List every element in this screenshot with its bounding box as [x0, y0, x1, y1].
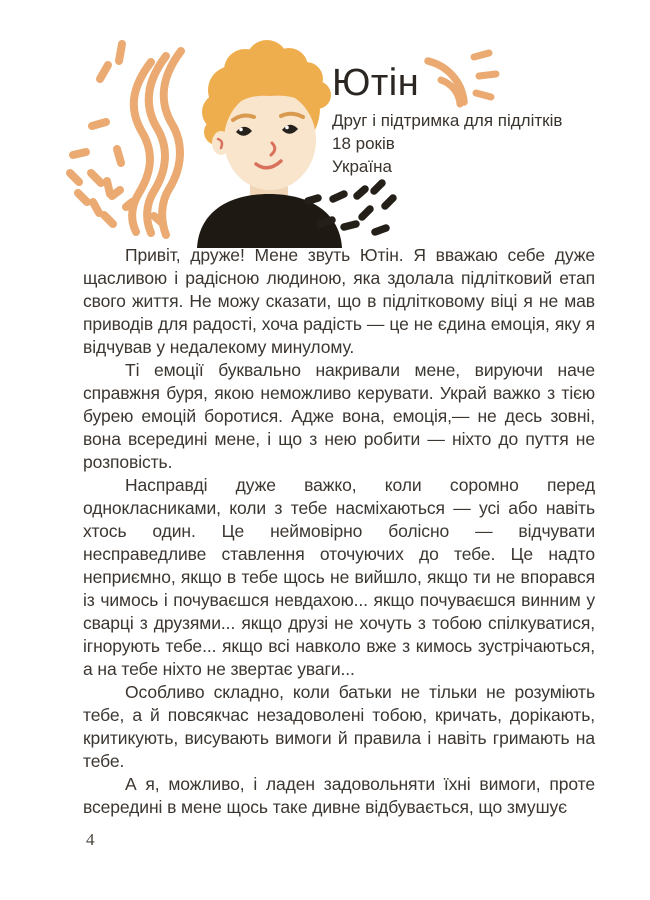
- paragraph-5: А я, можливо, і ладен задовольняти їхні вимоги, проте всередині в мене щось таке дивне відбувається, що змушує: [83, 774, 595, 817]
- paragraph-3: Насправді дуже важко, коли соромно перед однокласниками, коли з тебе насміхаються — усі або навіть хтось один. Це неймовірно болісно — відчувати несправедливе ставлення оточуючих до тебе. Це надто неприємно, якщо в тебе щось не вийшло, якщо ти не впорався із чимось і почуваєшся невдахою... якщо почуваєшся винним у сварці з друзями... якщо друзі не хочуть з тобою спілкуватися, ігнорують тебе... якщо всі навколо вже з кимось зустрічаються, а на тебе ніхто не звертає уваги...: [83, 475, 595, 679]
- profile-subtitle: [332, 109, 562, 178]
- boy-avatar: [197, 40, 342, 248]
- paragraph-1: Привіт, друже! Мене звуть Ютін. Я вважаю себе дуже щасливою і радісною людиною, яка здолала підлітковий етап свого життя. Не можу сказати, що в підлітковому віці я не мав приводів для радості, хоча радість — це не єдина емоція, яку я відчував у недалекому минулому.: [83, 245, 595, 357]
- profile-name: Ютін: [332, 62, 420, 104]
- profile-role: Друг і підтримка для підлітків: [332, 110, 563, 130]
- body-text: [83, 244, 595, 819]
- profile-age: 18 років: [332, 133, 395, 153]
- paragraph-2: Ті емоції буквально накривали мене, вируючи наче справжня буря, якою неможливо керувати. Украй важко з тією бурею емоцій боротися. Адже вона, емоція,— не десь зовні, вона всередині мене, і що з нею робити — ніхто до пуття не розповість.: [83, 360, 595, 472]
- ink-dashes-icon: [308, 183, 393, 232]
- face: [224, 90, 316, 190]
- profile-country: Україна: [332, 156, 392, 176]
- page-number: 4: [86, 830, 95, 849]
- squiggle-lines-icon: [132, 51, 181, 235]
- profile-title-block: [332, 64, 562, 178]
- paragraph-4: Особливо складно, коли батьки не тільки не розуміють тебе, а й повсякчас незадоволені тобою, кричать, дорікають, критикують, висувають вимоги й правила і навіть гримають на тебе.: [83, 682, 595, 771]
